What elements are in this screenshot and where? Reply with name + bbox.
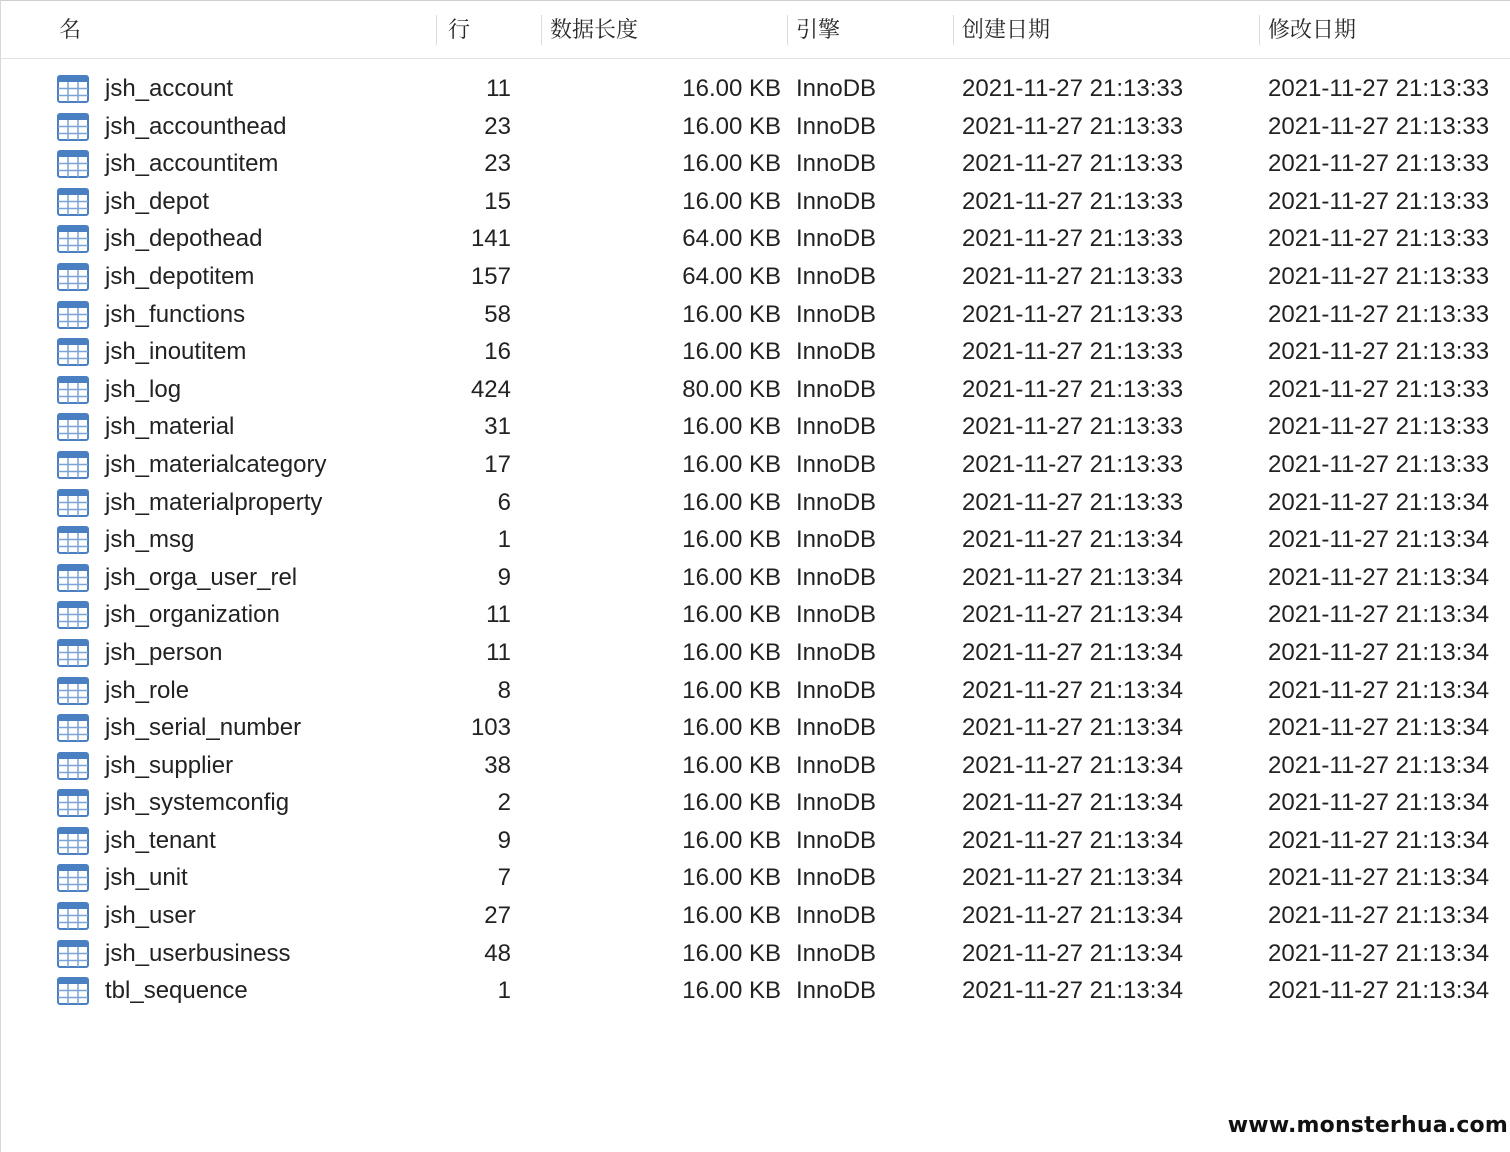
created-date: 2021-11-27 21:13:33: [962, 375, 1184, 403]
table-icon: [57, 601, 89, 629]
table-icon: [57, 639, 89, 667]
modified-date: 2021-11-27 21:13:34: [1268, 826, 1490, 854]
table-name: jsh_depothead: [105, 225, 263, 253]
column-header-rows[interactable]: 行: [448, 17, 471, 42]
engine: InnoDB: [796, 676, 877, 704]
data-length: 16.00 KB: [682, 563, 781, 591]
table-icon: [57, 564, 89, 592]
table-name: jsh_userbusiness: [105, 939, 291, 967]
engine: InnoDB: [796, 939, 877, 967]
table-row[interactable]: [1, 220, 1510, 258]
table-icon: [57, 75, 89, 103]
data-length: 16.00 KB: [682, 638, 781, 666]
data-length: 64.00 KB: [682, 225, 781, 253]
table-icon: [57, 113, 89, 141]
table-row[interactable]: [1, 446, 1510, 484]
engine: InnoDB: [796, 714, 877, 742]
column-divider[interactable]: [436, 15, 437, 45]
engine: InnoDB: [796, 225, 877, 253]
table-name: jsh_role: [105, 676, 190, 704]
data-length: 16.00 KB: [682, 75, 781, 102]
table-icon: [57, 677, 89, 705]
created-date: 2021-11-27 21:13:33: [962, 112, 1184, 140]
modified-date: 2021-11-27 21:13:33: [1268, 450, 1490, 478]
row-count: 38: [484, 751, 511, 779]
column-header-created[interactable]: 创建日期: [962, 17, 1051, 42]
engine: InnoDB: [796, 262, 877, 290]
table-icon: [57, 301, 89, 329]
table-row[interactable]: [1, 108, 1510, 146]
engine: InnoDB: [796, 150, 877, 178]
table-row[interactable]: [1, 972, 1510, 1010]
data-length: 16.00 KB: [682, 714, 781, 742]
created-date: 2021-11-27 21:13:33: [962, 338, 1184, 366]
row-count: 1: [497, 977, 511, 1005]
column-header-engine[interactable]: 引擎: [796, 17, 841, 42]
table-name: jsh_functions: [105, 300, 246, 328]
table-row[interactable]: [1, 747, 1510, 785]
column-divider[interactable]: [1259, 15, 1260, 45]
data-length: 16.00 KB: [682, 939, 781, 967]
column-header-data-length[interactable]: 数据长度: [550, 17, 639, 42]
row-count: 15: [484, 187, 511, 215]
column-header-bar: [1, 1, 1510, 59]
table-name: jsh_material: [105, 413, 235, 441]
data-length: 16.00 KB: [682, 977, 781, 1005]
created-date: 2021-11-27 21:13:33: [962, 75, 1184, 102]
created-date: 2021-11-27 21:13:34: [962, 789, 1184, 817]
engine: InnoDB: [796, 864, 877, 892]
table-row[interactable]: [1, 521, 1510, 559]
table-name: jsh_accountitem: [105, 150, 279, 178]
table-icon: [57, 940, 89, 968]
row-count: 23: [484, 112, 511, 140]
table-name: jsh_accounthead: [105, 112, 287, 140]
engine: InnoDB: [796, 187, 877, 215]
column-header-modified[interactable]: 修改日期: [1268, 17, 1357, 42]
table-name: jsh_materialcategory: [105, 450, 327, 478]
table-icon: [57, 376, 89, 404]
data-length: 16.00 KB: [682, 413, 781, 441]
table-row[interactable]: [1, 408, 1510, 446]
created-date: 2021-11-27 21:13:34: [962, 638, 1184, 666]
data-length: 16.00 KB: [682, 751, 781, 779]
created-date: 2021-11-27 21:13:34: [962, 714, 1184, 742]
data-length: 16.00 KB: [682, 826, 781, 854]
modified-date: 2021-11-27 21:13:34: [1268, 977, 1490, 1005]
table-icon: [57, 338, 89, 366]
data-length: 16.00 KB: [682, 526, 781, 554]
data-length: 16.00 KB: [682, 187, 781, 215]
data-length: 16.00 KB: [682, 150, 781, 178]
created-date: 2021-11-27 21:13:34: [962, 864, 1184, 892]
data-length: 16.00 KB: [682, 300, 781, 328]
created-date: 2021-11-27 21:13:34: [962, 826, 1184, 854]
created-date: 2021-11-27 21:13:34: [962, 977, 1184, 1005]
row-count: 11: [486, 75, 511, 102]
modified-date: 2021-11-27 21:13:34: [1268, 526, 1490, 554]
row-count: 424: [470, 375, 511, 403]
modified-date: 2021-11-27 21:13:34: [1268, 601, 1490, 629]
row-count: 31: [484, 413, 511, 441]
engine: InnoDB: [796, 450, 877, 478]
table-row[interactable]: [1, 672, 1510, 710]
modified-date: 2021-11-27 21:13:34: [1268, 676, 1490, 704]
table-name: jsh_person: [105, 638, 223, 666]
engine: InnoDB: [796, 375, 877, 403]
table-name: jsh_orga_user_rel: [105, 563, 298, 591]
modified-date: 2021-11-27 21:13:34: [1268, 638, 1490, 666]
engine: InnoDB: [796, 751, 877, 779]
table-name: jsh_tenant: [105, 826, 216, 854]
table-row[interactable]: [1, 70, 1510, 108]
created-date: 2021-11-27 21:13:33: [962, 488, 1184, 516]
table-name: jsh_user: [105, 902, 196, 930]
table-name: jsh_organization: [105, 601, 280, 629]
table-name: jsh_msg: [105, 526, 195, 554]
table-icon: [57, 714, 89, 742]
table-name: jsh_inoutitem: [105, 338, 247, 366]
created-date: 2021-11-27 21:13:33: [962, 413, 1184, 441]
table-row[interactable]: [1, 709, 1510, 747]
table-row[interactable]: [1, 897, 1510, 935]
table-name: jsh_supplier: [105, 751, 234, 779]
column-divider[interactable]: [787, 15, 788, 45]
row-count: 23: [484, 150, 511, 178]
table-name: jsh_materialproperty: [105, 488, 323, 516]
modified-date: 2021-11-27 21:13:34: [1268, 789, 1490, 817]
modified-date: 2021-11-27 21:13:33: [1268, 262, 1490, 290]
modified-date: 2021-11-27 21:13:33: [1268, 338, 1490, 366]
modified-date: 2021-11-27 21:13:33: [1268, 75, 1490, 102]
data-length: 16.00 KB: [682, 450, 781, 478]
table-name: jsh_systemconfig: [105, 789, 290, 817]
modified-date: 2021-11-27 21:13:34: [1268, 563, 1490, 591]
data-length: 16.00 KB: [682, 112, 781, 140]
data-length: 16.00 KB: [682, 902, 781, 930]
engine: InnoDB: [796, 601, 877, 629]
table-row[interactable]: [1, 484, 1510, 522]
data-length: 80.00 KB: [682, 375, 781, 403]
row-count: 141: [470, 225, 511, 253]
table-icon: [57, 864, 89, 892]
modified-date: 2021-11-27 21:13:34: [1268, 864, 1490, 892]
created-date: 2021-11-27 21:13:34: [962, 902, 1184, 930]
modified-date: 2021-11-27 21:13:34: [1268, 939, 1490, 967]
table-row[interactable]: [1, 634, 1510, 672]
table-row[interactable]: [1, 296, 1510, 334]
table-icon: [57, 789, 89, 817]
table-row[interactable]: [1, 935, 1510, 973]
created-date: 2021-11-27 21:13:33: [962, 187, 1184, 215]
column-divider[interactable]: [541, 15, 542, 45]
row-count: 11: [486, 601, 511, 629]
created-date: 2021-11-27 21:13:33: [962, 225, 1184, 253]
table-row[interactable]: [1, 183, 1510, 221]
table-row[interactable]: [1, 371, 1510, 409]
modified-date: 2021-11-27 21:13:33: [1268, 300, 1490, 328]
row-count: 6: [497, 488, 511, 516]
created-date: 2021-11-27 21:13:34: [962, 563, 1184, 591]
created-date: 2021-11-27 21:13:34: [962, 676, 1184, 704]
row-count: 2: [497, 789, 511, 817]
created-date: 2021-11-27 21:13:34: [962, 751, 1184, 779]
engine: InnoDB: [796, 112, 877, 140]
data-length: 16.00 KB: [682, 338, 781, 366]
engine: InnoDB: [796, 977, 877, 1005]
modified-date: 2021-11-27 21:13:33: [1268, 187, 1490, 215]
table-row[interactable]: [1, 784, 1510, 822]
data-length: 16.00 KB: [682, 676, 781, 704]
table-list: [1, 70, 1510, 1010]
row-count: 9: [497, 826, 511, 854]
row-count: 157: [470, 262, 511, 290]
table-row[interactable]: [1, 596, 1510, 634]
data-length: 64.00 KB: [682, 262, 781, 290]
modified-date: 2021-11-27 21:13:33: [1268, 225, 1490, 253]
modified-date: 2021-11-27 21:13:33: [1268, 375, 1490, 403]
row-count: 1: [497, 526, 511, 554]
engine: InnoDB: [796, 826, 877, 854]
table-row[interactable]: [1, 822, 1510, 860]
table-icon: [57, 902, 89, 930]
created-date: 2021-11-27 21:13:34: [962, 601, 1184, 629]
engine: InnoDB: [796, 638, 877, 666]
row-count: 8: [497, 676, 511, 704]
row-count: 7: [497, 864, 511, 892]
table-name: jsh_unit: [105, 864, 188, 892]
table-icon: [57, 188, 89, 216]
table-row[interactable]: [1, 258, 1510, 296]
table-name: jsh_depot: [105, 187, 210, 215]
table-name: jsh_depotitem: [105, 262, 255, 290]
modified-date: 2021-11-27 21:13:34: [1268, 488, 1490, 516]
row-count: 103: [470, 714, 511, 742]
data-length: 16.00 KB: [682, 601, 781, 629]
engine: InnoDB: [796, 526, 877, 554]
table-row[interactable]: [1, 859, 1510, 897]
table-row[interactable]: [1, 559, 1510, 597]
engine: InnoDB: [796, 488, 877, 516]
row-count: 9: [497, 563, 511, 591]
row-count: 11: [486, 638, 511, 666]
modified-date: 2021-11-27 21:13:34: [1268, 714, 1490, 742]
engine: InnoDB: [796, 563, 877, 591]
modified-date: 2021-11-27 21:13:34: [1268, 751, 1490, 779]
created-date: 2021-11-27 21:13:33: [962, 300, 1184, 328]
engine: InnoDB: [796, 75, 877, 102]
modified-date: 2021-11-27 21:13:33: [1268, 413, 1490, 441]
engine: InnoDB: [796, 789, 877, 817]
watermark-text: www.monsterhua.com: [1227, 1113, 1508, 1138]
created-date: 2021-11-27 21:13:33: [962, 150, 1184, 178]
row-count: 58: [484, 300, 511, 328]
data-length: 16.00 KB: [682, 488, 781, 516]
table-icon: [57, 263, 89, 291]
table-icon: [57, 827, 89, 855]
table-name: tbl_sequence: [105, 977, 248, 1005]
table-icon: [57, 413, 89, 441]
table-name: jsh_log: [105, 375, 182, 403]
data-length: 16.00 KB: [682, 864, 781, 892]
created-date: 2021-11-27 21:13:33: [962, 262, 1184, 290]
table-row[interactable]: [1, 333, 1510, 371]
engine: InnoDB: [796, 338, 877, 366]
modified-date: 2021-11-27 21:13:34: [1268, 902, 1490, 930]
row-count: 27: [484, 902, 511, 930]
data-length: 16.00 KB: [682, 789, 781, 817]
engine: InnoDB: [796, 300, 877, 328]
modified-date: 2021-11-27 21:13:33: [1268, 112, 1490, 140]
engine: InnoDB: [796, 902, 877, 930]
modified-date: 2021-11-27 21:13:33: [1268, 150, 1490, 178]
engine: InnoDB: [796, 413, 877, 441]
created-date: 2021-11-27 21:13:34: [962, 526, 1184, 554]
table-icon: [57, 150, 89, 178]
table-name: jsh_serial_number: [105, 714, 302, 742]
row-count: 48: [484, 939, 511, 967]
created-date: 2021-11-27 21:13:33: [962, 450, 1184, 478]
row-count: 17: [484, 450, 511, 478]
table-icon: [57, 225, 89, 253]
table-name: jsh_account: [105, 75, 234, 102]
table-icon: [57, 977, 89, 1005]
table-icon: [57, 489, 89, 517]
column-divider[interactable]: [953, 15, 954, 45]
column-header-name[interactable]: 名: [59, 17, 82, 42]
table-icon: [57, 752, 89, 780]
table-icon: [57, 526, 89, 554]
table-icon: [57, 451, 89, 479]
row-count: 16: [484, 338, 511, 366]
created-date: 2021-11-27 21:13:34: [962, 939, 1184, 967]
table-row[interactable]: [1, 145, 1510, 183]
